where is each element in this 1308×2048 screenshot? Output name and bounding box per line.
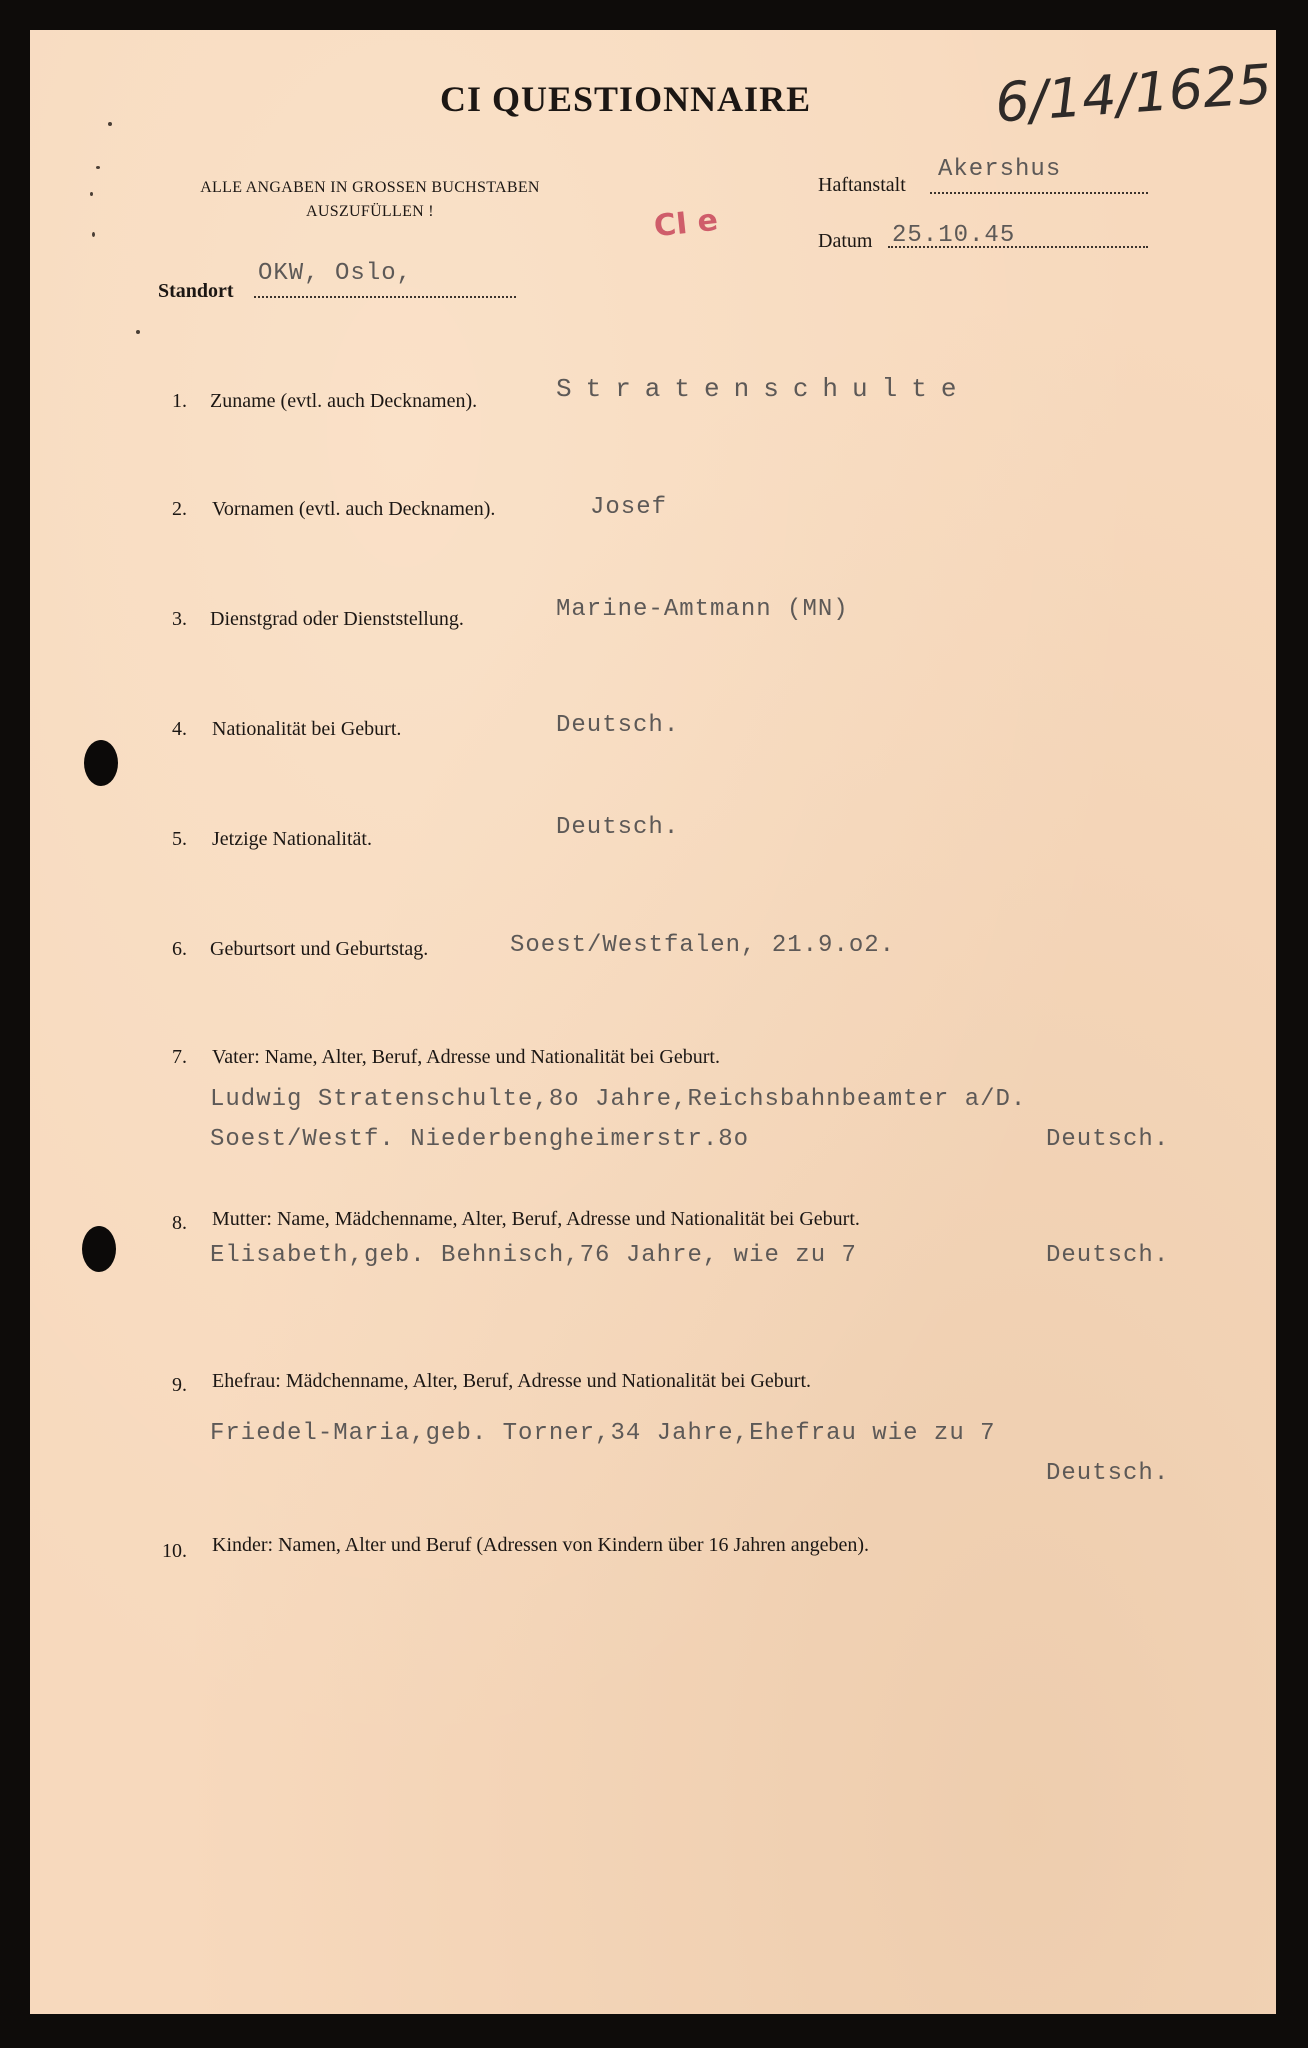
question-8-nationality: Deutsch. xyxy=(1046,1242,1170,1269)
paper-speck xyxy=(90,192,93,196)
question-6-answer: Soest/Westfalen, 21.9.o2. xyxy=(510,932,896,959)
questionnaire-page xyxy=(30,30,1276,2014)
question-1-number: 1. xyxy=(172,390,187,412)
paper-speck xyxy=(108,122,112,126)
question-9-label: Ehefrau: Mädchenname, Alter, Beruf, Adresse und Nationalität bei Geburt. xyxy=(212,1370,812,1392)
datum-value: 25.10.45 xyxy=(892,222,1016,249)
haftanstalt-value: Akershus xyxy=(938,156,1062,183)
question-7-answer-line2: Soest/Westf. Niederbengheimerstr.8o xyxy=(210,1126,750,1153)
fill-instruction-line1: ALLE ANGABEN IN GROSSEN BUCHSTABEN xyxy=(200,179,540,196)
standort-line xyxy=(254,296,516,298)
question-4-label: Nationalität bei Geburt. xyxy=(212,718,402,740)
question-10-number: 10. xyxy=(162,1540,187,1562)
question-6-number: 6. xyxy=(172,938,187,960)
paper-speck xyxy=(136,330,140,334)
question-8-label: Mutter: Name, Mädchenname, Alter, Beruf, Adresse und Nationalität bei Geburt. xyxy=(212,1208,860,1230)
question-5-label: Jetzige Nationalität. xyxy=(212,828,372,850)
fill-instruction xyxy=(158,176,582,224)
standort-label: Standort xyxy=(158,280,234,302)
red-stamp: CI e xyxy=(652,202,720,245)
punch-hole-upper xyxy=(84,740,118,786)
question-8-number: 8. xyxy=(172,1212,187,1234)
archive-number-handwritten: 6/14/1625 xyxy=(993,52,1274,135)
paper-speck xyxy=(92,232,95,237)
haftanstalt-line xyxy=(930,192,1148,194)
punch-hole-lower xyxy=(82,1226,116,1272)
question-7-nationality: Deutsch. xyxy=(1046,1126,1170,1153)
fill-instruction-line2: AUSZUFÜLLEN ! xyxy=(306,203,434,220)
page-title: CI QUESTIONNAIRE xyxy=(440,79,812,119)
question-9-nationality: Deutsch. xyxy=(1046,1460,1170,1487)
question-3-answer: Marine-Amtmann (MN) xyxy=(556,596,849,623)
paper-speck xyxy=(96,166,100,169)
standort-value: OKW, Oslo, xyxy=(258,260,413,287)
question-9-number: 9. xyxy=(172,1374,187,1396)
datum-line xyxy=(888,246,1148,248)
question-4-number: 4. xyxy=(172,718,187,740)
question-7-number: 7. xyxy=(172,1046,187,1068)
question-10-label: Kinder: Namen, Alter und Beruf (Adressen von Kindern über 16 Jahren angeben). xyxy=(212,1534,870,1556)
question-9-answer-line1: Friedel-Maria,geb. Torner,34 Jahre,Ehefrau wie zu 7 xyxy=(210,1420,996,1447)
question-1-label: Zuname (evtl. auch Decknamen). xyxy=(210,390,478,412)
question-6-label: Geburtsort und Geburtstag. xyxy=(210,938,429,960)
question-3-number: 3. xyxy=(172,608,187,630)
question-2-answer: Josef xyxy=(590,494,668,521)
question-8-answer-line1: Elisabeth,geb. Behnisch,76 Jahre, wie zu 7 xyxy=(210,1242,857,1269)
haftanstalt-label: Haftanstalt xyxy=(818,174,906,196)
question-3-label: Dienstgrad oder Dienststellung. xyxy=(210,608,464,630)
question-2-number: 2. xyxy=(172,498,187,520)
question-1-answer: Stratenschulte xyxy=(556,374,971,404)
datum-label: Datum xyxy=(818,230,873,252)
question-4-answer: Deutsch. xyxy=(556,712,680,739)
question-2-label: Vornamen (evtl. auch Decknamen). xyxy=(212,498,496,520)
question-5-number: 5. xyxy=(172,828,187,850)
question-5-answer: Deutsch. xyxy=(556,814,680,841)
question-7-answer-line1: Ludwig Stratenschulte,8o Jahre,Reichsbahnbeamter a/D. xyxy=(210,1086,1027,1113)
question-7-label: Vater: Name, Alter, Beruf, Adresse und Nationalität bei Geburt. xyxy=(212,1046,720,1068)
